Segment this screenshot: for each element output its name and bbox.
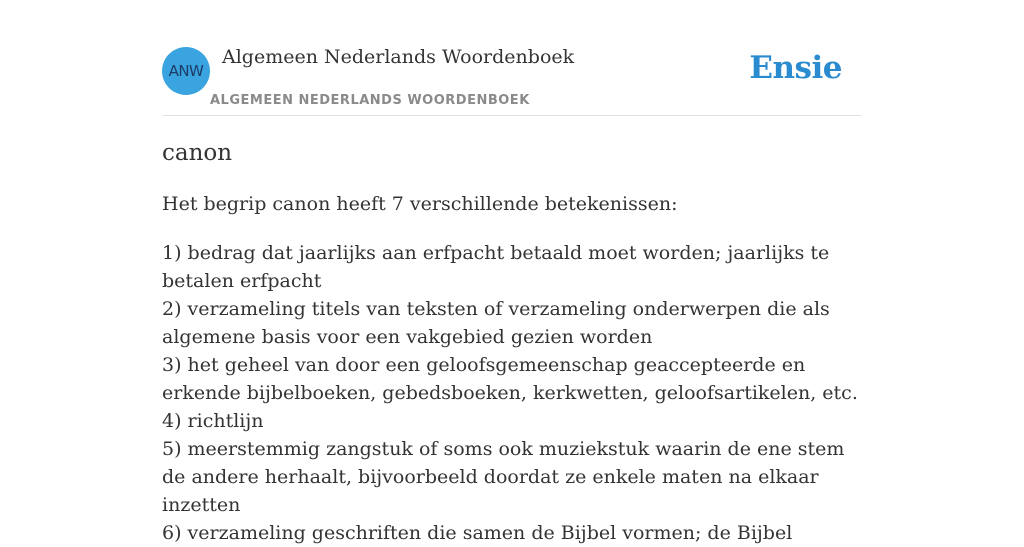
- meaning-item: 6) verzameling geschriften die samen de Bijbel vormen; de Bijbel: [162, 522, 793, 544]
- meaning-item: 5) meerstemmig zangstuk of soms ook muziekstuk waarin de ene stem de andere herhaalt, bijvoorbeeld doordat ze enkele maten na elkaar inzetten: [162, 438, 845, 516]
- entry-term: canon: [162, 140, 233, 166]
- entry-intro: Het begrip canon heeft 7 verschillende betekenissen:: [162, 193, 678, 215]
- meanings-list: [162, 239, 862, 547]
- header: [162, 0, 862, 116]
- meaning-item: 3) het geheel van door een geloofsgemeenschap geaccepteerde en erkende bijbelboeken, gebedsboeken, kerkwetten, geloofsartikelen, etc.: [162, 354, 858, 404]
- anw-logo[interactable]: ANW: [162, 47, 210, 95]
- site-title[interactable]: Algemeen Nederlands Woordenboek: [222, 46, 575, 68]
- meaning-item: 2) verzameling titels van teksten of verzameling onderwerpen die als algemene basis voor een vakgebied gezien worden: [162, 298, 830, 348]
- page: [162, 0, 862, 544]
- meaning-item: 4) richtlijn: [162, 410, 264, 432]
- ensie-logo[interactable]: Ensie: [749, 50, 842, 86]
- site-subtitle: ALGEMEEN NEDERLANDS WOORDENBOEK: [210, 93, 530, 108]
- meaning-item: 1) bedrag dat jaarlijks aan erfpacht betaald moet worden; jaarlijks te betalen erfpacht: [162, 242, 830, 292]
